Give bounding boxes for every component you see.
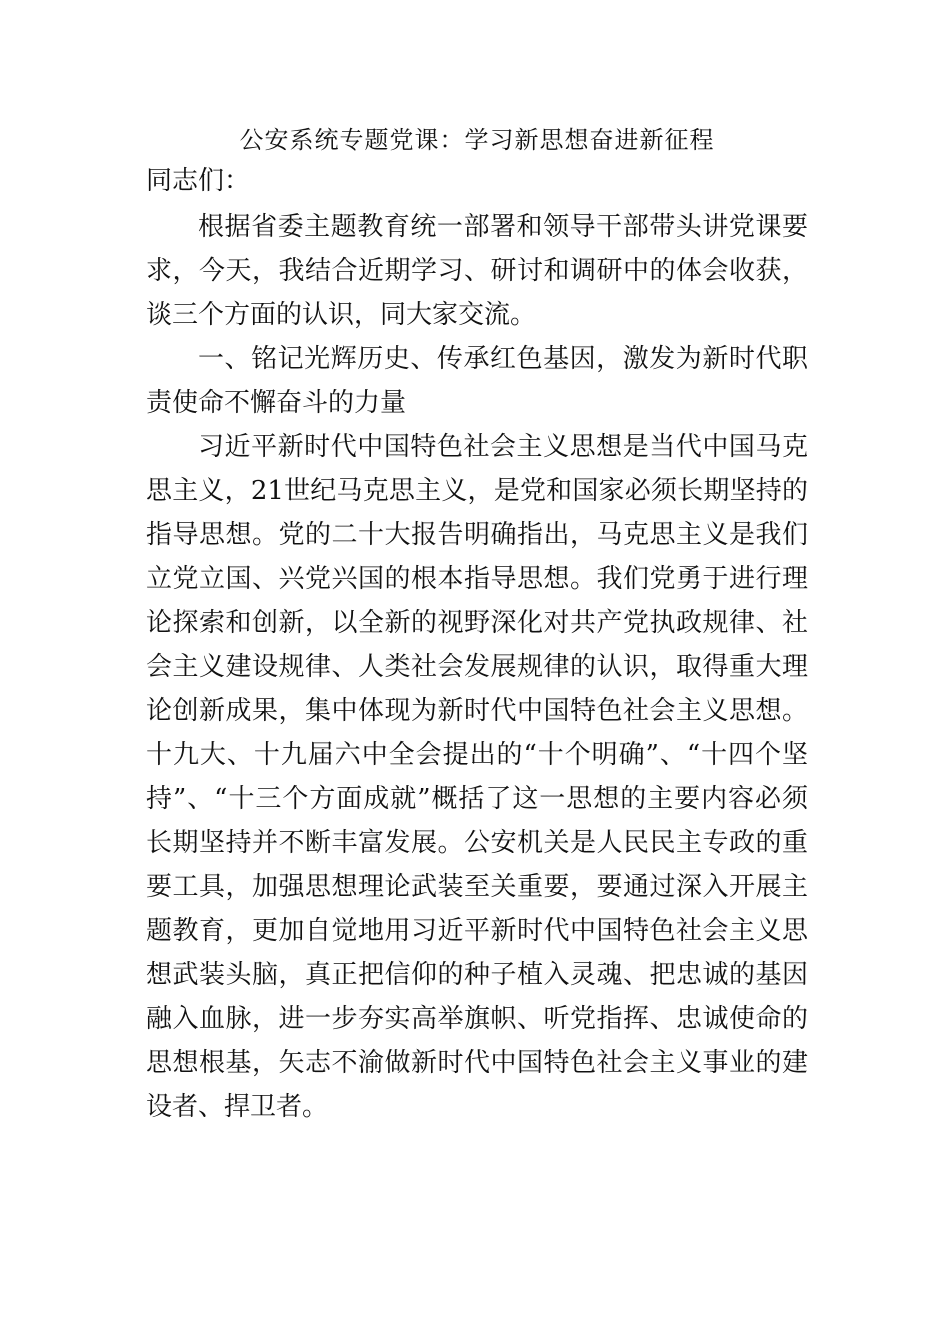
- document-page: [146, 120, 808, 1129]
- document-title: 公安系统专题党课：学习新思想奋进新征程: [239, 126, 715, 154]
- intro-paragraph: 根据省委主题教育统一部署和领导干部带头讲党课要求，今天，我结合近期学习、研讨和调研中的体会收获，谈三个方面的认识，同大家交流。: [146, 212, 808, 330]
- body-paragraph: 习近平新时代中国特色社会主义思想是当代中国马克思主义，21世纪马克思主义，是党和国家必须长期坚持的指导思想。党的二十大报告明确指出，马克思主义是我们立党立国、兴党兴国的根本指导思想。我们党勇于进行理论探索和创新，以全新的视野深化对共产党执政规律、社会主义建设规律、人类社会发展规律的认识，取得重大理论创新成果，集中体现为新时代中国特色社会主义思想。十九大、十九届六中全会提出的“十个明确”、“十四个坚持”、“十三个方面成就”概括了这一思想的主要内容必须长期坚持并不断丰富发展。公安机关是人民民主专政的重要工具，加强思想理论武装至关重要，要通过深入开展主题教育，更加自觉地用习近平新时代中国特色社会主义思想武装头脑，真正把信仰的种子植入灵魂、把忠诚的基因融入血脉，进一步夯实高举旗帜、听党指挥、忠诚使命的思想根基，矢志不渝做新时代中国特色社会主义事业的建设者、捍卫者。: [146, 432, 808, 1122]
- salutation: 同志们：: [146, 166, 251, 196]
- section-heading-1: 一、铭记光辉历史、传承红色基因，激发为新时代职责使命不懈奋斗的力量: [146, 344, 808, 418]
